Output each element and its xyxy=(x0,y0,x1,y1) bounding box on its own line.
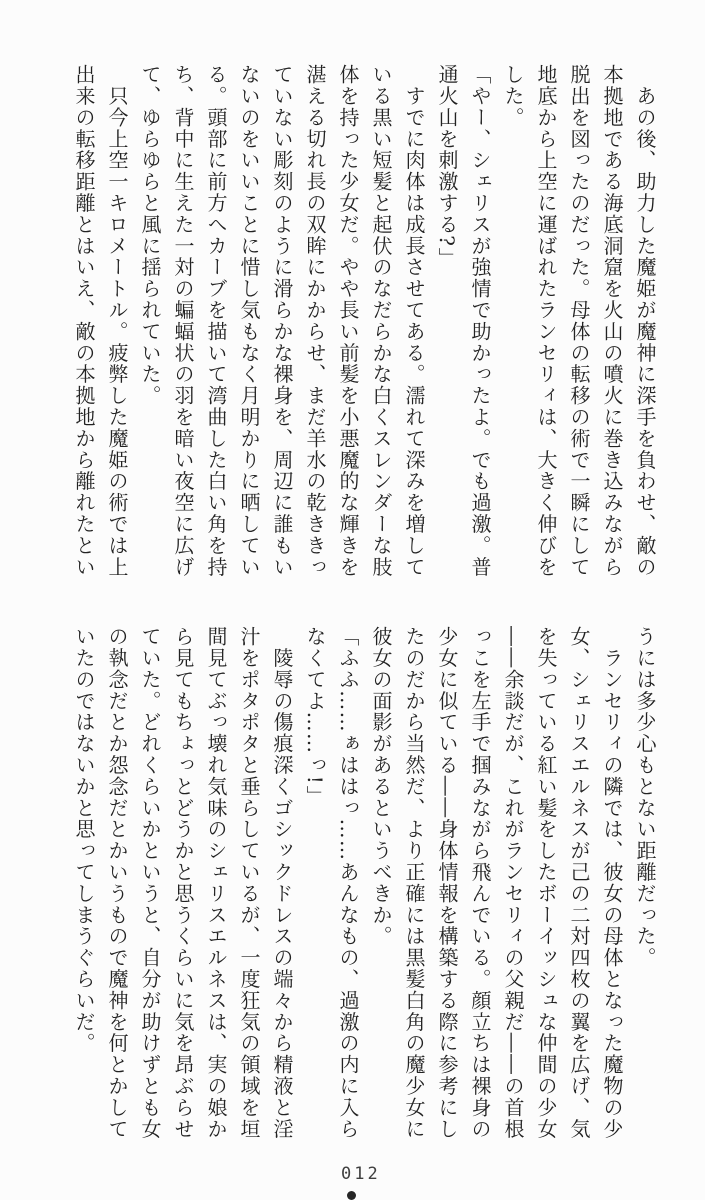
text-line: 汁をポタポタと垂らしているが、一度狂気の領域を垣 xyxy=(237,626,261,1140)
text-block-top xyxy=(67,64,661,584)
text-line: なくてよ……っ!」 xyxy=(303,626,327,807)
text-line: ランセリィの隣では、彼女の母体となった魔物の少 xyxy=(600,626,624,1140)
text-line: 彼女の面影があるというべきか。 xyxy=(369,626,393,947)
text-line: る。頭部に前方へカーブを描いて湾曲した白い角を持 xyxy=(204,64,228,578)
text-line: 本拠地である海底洞窟を火山の噴火に巻き込みながら xyxy=(600,64,624,578)
text-line: いたのではないかと思ってしまうぐらいだ。 xyxy=(72,626,96,1054)
text-line: 湛える切れ長の双眸にかからせ、まだ羊水の乾ききっ xyxy=(303,64,327,578)
text-line: 女、シェリスエルネスが己の二対四枚の翼を広げ、気 xyxy=(567,626,591,1140)
page-number: 012 xyxy=(341,1164,381,1184)
text-block-bottom xyxy=(67,626,661,1146)
text-line: っこを左手で掴みながら飛んでいる。顔立ちは裸身の xyxy=(468,626,492,1140)
text-line: ――余談だが、これがランセリィの父親だ――の首根 xyxy=(501,626,525,1140)
text-line: した。 xyxy=(501,64,525,129)
text-line: て、ゆらゆらと風に揺られていた。 xyxy=(138,64,162,407)
text-line: 通火山を刺激する?」 xyxy=(435,64,459,269)
text-line: 只今上空一キロメートル。疲弊した魔姫の術では上 xyxy=(105,64,129,578)
text-line: 体を持った少女だ。やや長い前髪を小悪魔的な輝きを xyxy=(336,64,360,578)
ink-dot xyxy=(347,1191,356,1200)
text-line: 間見てぶっ壊れ気味のシェリスエルネスは、実の娘か xyxy=(204,626,228,1140)
text-line: の執念だとか怨念だとかいうもので魔神を何とかして xyxy=(105,626,129,1140)
text-line: すでに肉体は成長させてある。濡れて深みを増して xyxy=(402,64,426,578)
text-line: あの後、助力した魔姫が魔神に深手を負わせ、敵の xyxy=(633,64,657,578)
text-line: 脱出を図ったのだった。母体の転移の術で一瞬にして xyxy=(567,64,591,578)
text-line: いる黒い短髪と起伏のなだらかな白くスレンダーな肢 xyxy=(369,64,393,578)
text-line: ていた。どれくらいかというと、自分が助けずとも女 xyxy=(138,626,162,1140)
text-line: 出来の転移距離とはいえ、敵の本拠地から離れたとい xyxy=(72,64,96,578)
text-line: ていない彫刻のように滑らかな裸身を、周辺に誰もい xyxy=(270,64,294,578)
text-line: 少女に似ている――身体情報を構築する際に参考にし xyxy=(435,626,459,1140)
text-line: ないのをいいことに惜し気もなく月明かりに晒してい xyxy=(237,64,261,578)
text-line: 「やー、シェリスが強情で助かったよ。でも過激。普 xyxy=(468,64,492,578)
text-line: 「ふふ……ぁははっ……あんなもの、過激の内に入ら xyxy=(336,626,360,1140)
text-line: ち、背中に生えた一対の蝙蝠状の羽を暗い夜空に広げ xyxy=(171,64,195,578)
text-line: うには多少心もとない距離だった。 xyxy=(633,626,657,969)
text-line: を失っている紅い髪をしたボーイッシュな仲間の少女 xyxy=(534,626,558,1140)
text-line: 陵辱の傷痕深くゴシックドレスの端々から精液と淫 xyxy=(270,626,294,1140)
text-line: ら見てもちょっとどうかと思うくらいに気を昂ぶらせ xyxy=(171,626,195,1140)
text-line: たのだから当然だ、より正確には黒髪白角の魔少女に xyxy=(402,626,426,1140)
text-line: 地底から上空に運ばれたランセリィは、大きく伸びを xyxy=(534,64,558,578)
